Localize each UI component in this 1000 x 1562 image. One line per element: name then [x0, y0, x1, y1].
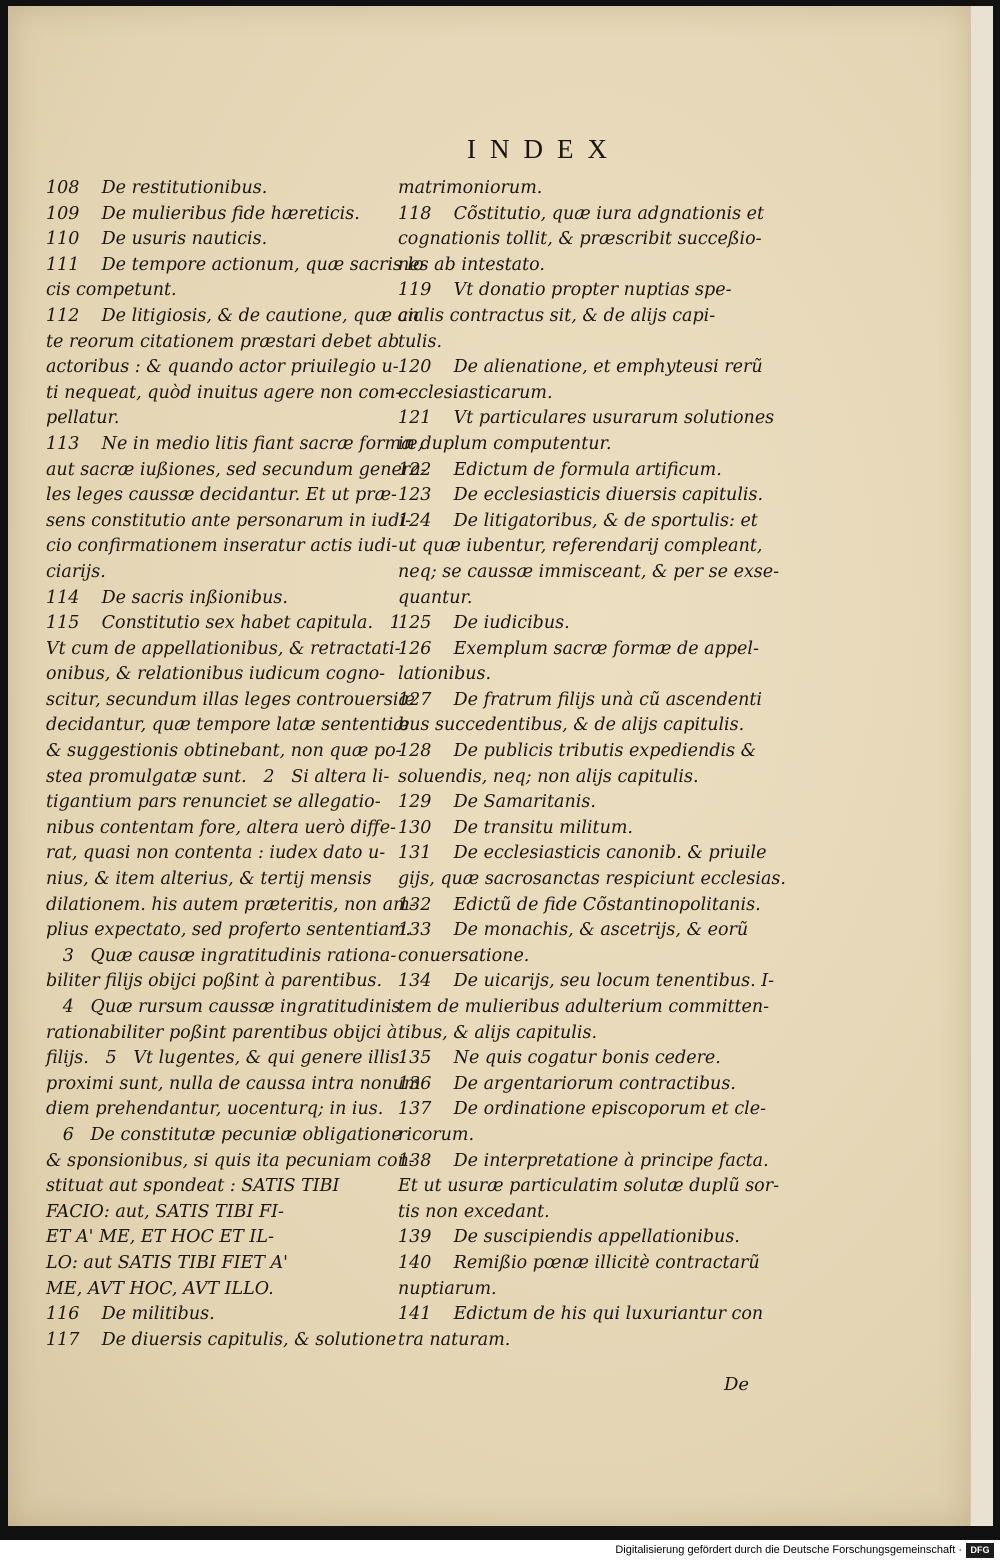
index-line: ricorum. [398, 1124, 475, 1145]
index-line: quantur. [398, 587, 473, 608]
scan-margin-strip [970, 6, 993, 1526]
index-line: nuptiarum. [398, 1278, 497, 1299]
index-line: gijs, quæ sacrosanctas respiciunt ecclesias. [398, 869, 786, 890]
index-line: & sponsionibus, si quis ita pecuniam con- [46, 1150, 415, 1171]
index-line: 128 De publicis tributis expediendis & [398, 741, 757, 762]
index-line: scitur, secundum illas leges controuersiæ [46, 689, 415, 710]
index-line: 3 Quæ causæ ingratitudinis rationa- [46, 945, 397, 966]
index-line: FACIO: aut, SATIS TIBI FI- [46, 1201, 284, 1222]
index-line: neq; se caussæ immisceant, & per se exse- [398, 561, 780, 582]
index-line: 108 De restitutionibus. [46, 178, 268, 198]
index-line: cognationis tollit, & præscribit succeßio- [398, 229, 762, 250]
index-line: tigantium pars renunciet se allegatio- [46, 792, 381, 813]
index-line: tibus, & alijs capitulis. [398, 1022, 598, 1043]
index-line: pellatur. [46, 408, 120, 429]
index-line: ME, AVT HOC, AVT ILLO. [46, 1278, 274, 1299]
left-column [46, 176, 427, 1353]
index-line: 120 De alienatione, et emphyteusi rerũ [398, 357, 763, 378]
index-line: 116 De militibus. [46, 1304, 215, 1325]
index-line: nes ab intestato. [398, 254, 545, 275]
index-line: 118 Cõstitutio, quæ iura adgnationis et [398, 203, 765, 224]
index-line: 138 De interpretatione à principe facta. [398, 1150, 769, 1171]
index-line: diem prehendantur, uocenturq; in ius. [46, 1099, 384, 1120]
index-line: in duplum computentur. [398, 433, 612, 454]
index-line: nius, & item alterius, & tertij mensis [46, 869, 372, 890]
index-line: tulis. [398, 331, 443, 352]
index-line: 117 De diuersis capitulis, & solutione [46, 1329, 397, 1350]
index-line: dilationem. his autem præteritis, non am- [46, 894, 416, 915]
index-line: 112 De litigiosis, & de cautione, quæ an [46, 305, 420, 326]
catchword: De [724, 1374, 750, 1395]
index-line: rationabiliter poßint parentibus obijci à [46, 1022, 398, 1043]
index-line: 111 De tempore actionum, quæ sacris lo [46, 254, 424, 275]
index-line: 126 Exemplum sacræ formæ de appel- [398, 638, 759, 659]
index-line: & suggestionis obtinebant, non quæ po- [46, 741, 402, 762]
index-line: 113 Ne in medio litis fiant sacræ formæ, [46, 433, 424, 454]
index-line: 136 De argentariorum contractibus. [398, 1073, 736, 1094]
index-line: 140 Remißio pœnæ illicitè contractarũ [398, 1252, 760, 1273]
index-line: actoribus : & quando actor priuilegio u- [46, 357, 399, 378]
index-line: 139 De suscipiendis appellationibus. [398, 1227, 740, 1248]
index-line: 125 De iudicibus. [398, 613, 570, 634]
index-line: 114 De sacris inßionibus. [46, 587, 288, 608]
index-line: 4 Quæ rursum caussæ ingratitudinis [46, 997, 401, 1017]
index-line: 130 De transitu militum. [398, 817, 633, 838]
index-line: matrimoniorum. [398, 178, 543, 198]
index-line: tem de mulieribus adulterium committen- [398, 997, 770, 1017]
index-line: les leges caussæ decidantur. Et ut præ- [46, 485, 397, 506]
index-line: ET A' ME, ET HOC ET IL- [46, 1227, 274, 1248]
index-line: sens constitutio ante personarum in iudi- [46, 510, 412, 531]
index-line: 121 Vt particulares usurarum solutiones [398, 408, 775, 429]
index-line: 135 Ne quis cogatur bonis cedere. [398, 1048, 721, 1069]
index-line: bus succedentibus, & de alijs capitulis. [398, 715, 745, 736]
index-line: 129 De Samaritanis. [398, 792, 596, 813]
index-line: cis competunt. [46, 280, 177, 301]
index-line: tis non excedant. [398, 1201, 550, 1222]
footer-credit: Digitalisierung gefördert durch die Deutsche Forschungsgemeinschaft · [615, 1544, 962, 1556]
index-line: 109 De mulieribus fide hæreticis. [46, 203, 360, 224]
dfg-logo-icon: DFG [966, 1543, 994, 1558]
index-line: 6 De constitutæ pecuniæ obligatione [46, 1124, 402, 1145]
index-line: onibus, & relationibus iudicum cogno- [46, 664, 386, 685]
index-line: 127 De fratrum filijs unà cũ ascendenti [398, 689, 763, 710]
index-line: nibus contentam fore, altera uerò diffe- [46, 817, 396, 838]
index-line: 122 Edictum de formula artificum. [398, 459, 722, 480]
index-line: 131 De ecclesiasticis canonib. & priuile [398, 843, 767, 864]
index-line: biliter filijs obijci poßint à parentibus. [46, 971, 383, 992]
index-line: ti nequeat, quòd inuitus agere non com- [46, 382, 402, 403]
index-line: cio confirmationem inseratur actis iudi- [46, 536, 398, 557]
index-line: tra naturam. [398, 1329, 511, 1350]
index-line: 123 De ecclesiasticis diuersis capitulis. [398, 485, 764, 506]
index-line: te reorum citationem præstari debet ab [46, 331, 400, 352]
index-line: plius expectato, sed proferto sententiam. [46, 920, 411, 941]
index-line: proximi sunt, nulla de caussa intra nonum [46, 1073, 421, 1094]
index-line: 141 Edictum de his qui luxuriantur con [398, 1304, 764, 1325]
index-line: ut quæ iubentur, referendarij compleant, [398, 536, 763, 557]
index-line: ecclesiasticarum. [398, 382, 553, 403]
index-line: LO: aut SATIS TIBI FIET A' [46, 1252, 288, 1273]
index-line: aut sacræ iußiones, sed secundum genera- [46, 459, 427, 480]
index-line: 119 Vt donatio propter nuptias spe- [398, 280, 732, 301]
index-line: stea promulgatæ sunt. 2 Si altera li- [46, 766, 390, 787]
footer-bar [0, 1540, 1000, 1562]
index-line: decidantur, quæ tempore latæ sententiæ [46, 715, 410, 736]
index-line: lationibus. [398, 664, 492, 685]
page-header [8, 134, 970, 165]
book-page [8, 6, 970, 1526]
index-line: Vt cum de appellationibus, & retractati- [46, 638, 401, 659]
index-line: soluendis, neq; non alijs capitulis. [398, 766, 699, 787]
index-line: stituat aut spondeat : SATIS TIBI [46, 1176, 340, 1197]
index-line: 115 Constitutio sex habet capitula. 1 [46, 613, 401, 634]
index-line: 124 De litigatoribus, & de sportulis: et [398, 510, 758, 531]
header-title: INDEX [467, 134, 621, 164]
index-line: ciarijs. [46, 561, 106, 582]
index-line: 110 De usuris nauticis. [46, 229, 268, 250]
index-line: conuersatione. [398, 945, 530, 966]
index-line: 133 De monachis, & ascetrijs, & eorũ [398, 920, 749, 941]
index-line: 137 De ordinatione episcoporum et cle- [398, 1099, 766, 1120]
index-line: rat, quasi non contenta : iudex dato u- [46, 843, 386, 864]
index-line: 132 Edictũ de fide Cõstantinopolitanis. [398, 894, 761, 915]
index-line: filijs. 5 Vt lugentes, & qui genere illis [46, 1048, 400, 1069]
index-line: 134 De uicarijs, seu locum tenentibus. I- [398, 971, 775, 992]
index-line: Et ut usuræ particulatim solutæ duplũ sor- [398, 1176, 779, 1197]
index-line: cialis contractus sit, & de alijs capi- [398, 305, 716, 326]
right-column [398, 176, 786, 1353]
